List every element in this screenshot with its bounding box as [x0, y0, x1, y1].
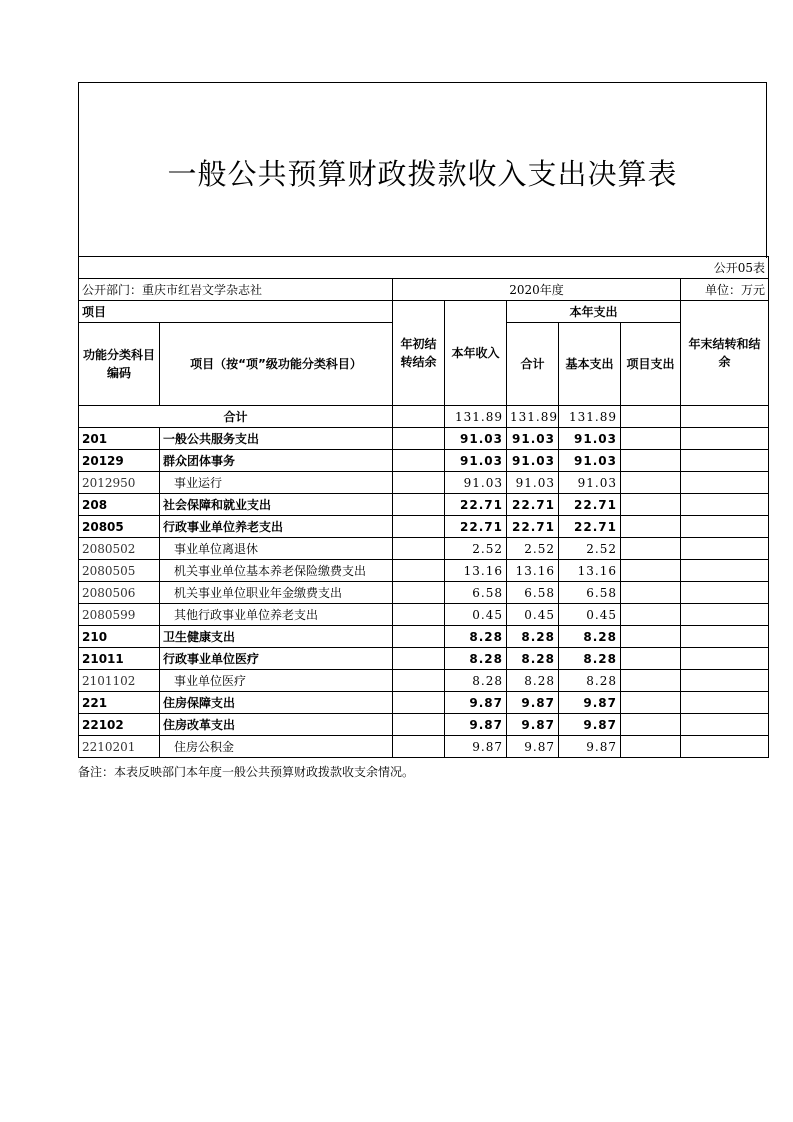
header-code: 功能分类科目编码	[79, 323, 160, 406]
row-begin	[393, 692, 445, 714]
row-income: 9.87	[445, 692, 507, 714]
table-row	[79, 560, 769, 582]
row-begin	[393, 670, 445, 692]
total-begin	[393, 406, 445, 428]
row-income: 8.28	[445, 670, 507, 692]
meta-row	[79, 279, 769, 301]
row-income: 22.71	[445, 516, 507, 538]
row-project	[621, 516, 681, 538]
row-total: 8.28	[507, 626, 559, 648]
row-code: 221	[79, 692, 160, 714]
row-project	[621, 648, 681, 670]
row-begin	[393, 494, 445, 516]
table-row	[79, 472, 769, 494]
row-name: 住房保障支出	[160, 692, 393, 714]
row-name: 卫生健康支出	[160, 626, 393, 648]
row-income: 91.03	[445, 472, 507, 494]
row-basic: 13.16	[559, 560, 621, 582]
table-row	[79, 648, 769, 670]
row-project	[621, 428, 681, 450]
row-code: 2210201	[79, 736, 160, 758]
row-begin	[393, 648, 445, 670]
row-end	[681, 516, 769, 538]
table-row	[79, 582, 769, 604]
row-income: 9.87	[445, 736, 507, 758]
row-code: 2080506	[79, 582, 160, 604]
department-label: 公开部门：重庆市红岩文学杂志社	[79, 279, 393, 301]
table-row	[79, 538, 769, 560]
row-name: 住房改革支出	[160, 714, 393, 736]
row-end	[681, 450, 769, 472]
row-end	[681, 670, 769, 692]
row-end	[681, 472, 769, 494]
table-row	[79, 494, 769, 516]
row-begin	[393, 450, 445, 472]
total-row	[79, 406, 769, 428]
row-begin	[393, 714, 445, 736]
row-name: 群众团体事务	[160, 450, 393, 472]
row-basic: 9.87	[559, 714, 621, 736]
row-begin	[393, 604, 445, 626]
total-label: 合计	[79, 406, 393, 428]
header-income: 本年收入	[445, 301, 507, 406]
row-project	[621, 670, 681, 692]
row-basic: 91.03	[559, 472, 621, 494]
row-end	[681, 604, 769, 626]
row-total: 91.03	[507, 472, 559, 494]
header-project: 项目支出	[621, 323, 681, 406]
row-end	[681, 692, 769, 714]
row-project	[621, 736, 681, 758]
row-total: 8.28	[507, 670, 559, 692]
row-end	[681, 714, 769, 736]
row-name: 行政事业单位医疗	[160, 648, 393, 670]
row-project	[621, 472, 681, 494]
row-code: 2080599	[79, 604, 160, 626]
row-code: 208	[79, 494, 160, 516]
row-basic: 8.28	[559, 670, 621, 692]
row-income: 91.03	[445, 450, 507, 472]
row-basic: 2.52	[559, 538, 621, 560]
row-code: 201	[79, 428, 160, 450]
row-income: 8.28	[445, 626, 507, 648]
row-total: 6.58	[507, 582, 559, 604]
table-row	[79, 714, 769, 736]
table-row	[79, 604, 769, 626]
row-total: 9.87	[507, 736, 559, 758]
row-total: 22.71	[507, 494, 559, 516]
row-basic: 22.71	[559, 494, 621, 516]
row-project	[621, 714, 681, 736]
row-total: 0.45	[507, 604, 559, 626]
budget-table	[78, 256, 769, 758]
row-end	[681, 736, 769, 758]
header-expense-group: 本年支出	[507, 301, 681, 323]
row-name: 社会保障和就业支出	[160, 494, 393, 516]
row-code: 2080505	[79, 560, 160, 582]
total-end	[681, 406, 769, 428]
table-row	[79, 736, 769, 758]
header-basic: 基本支出	[559, 323, 621, 406]
row-income: 91.03	[445, 428, 507, 450]
header-end-balance: 年末结转和结余	[681, 301, 769, 406]
table-row	[79, 670, 769, 692]
header-item: 项目	[79, 301, 393, 323]
row-project	[621, 450, 681, 472]
row-begin	[393, 472, 445, 494]
row-income: 9.87	[445, 714, 507, 736]
row-total: 91.03	[507, 428, 559, 450]
table-row	[79, 516, 769, 538]
row-code: 210	[79, 626, 160, 648]
row-begin	[393, 736, 445, 758]
header-begin-balance: 年初结转结余	[393, 301, 445, 406]
row-project	[621, 626, 681, 648]
row-total: 91.03	[507, 450, 559, 472]
row-income: 6.58	[445, 582, 507, 604]
header-total: 合计	[507, 323, 559, 406]
row-income: 2.52	[445, 538, 507, 560]
form-number-row	[79, 257, 769, 279]
row-total: 2.52	[507, 538, 559, 560]
row-begin	[393, 626, 445, 648]
row-name: 机关事业单位基本养老保险缴费支出	[160, 560, 393, 582]
table-row	[79, 626, 769, 648]
form-number: 公开05表	[79, 257, 769, 279]
table-row	[79, 428, 769, 450]
table-row	[79, 450, 769, 472]
total-expense: 131.89	[507, 406, 559, 428]
row-project	[621, 494, 681, 516]
row-basic: 6.58	[559, 582, 621, 604]
row-name: 事业运行	[160, 472, 393, 494]
year-label: 2020年度	[393, 279, 681, 301]
header-row-1	[79, 301, 769, 323]
row-begin	[393, 516, 445, 538]
total-income: 131.89	[445, 406, 507, 428]
row-name: 住房公积金	[160, 736, 393, 758]
row-income: 0.45	[445, 604, 507, 626]
row-project	[621, 560, 681, 582]
row-begin	[393, 582, 445, 604]
row-basic: 0.45	[559, 604, 621, 626]
row-basic: 91.03	[559, 428, 621, 450]
row-end	[681, 538, 769, 560]
unit-label: 单位：万元	[681, 279, 769, 301]
row-basic: 9.87	[559, 736, 621, 758]
row-end	[681, 582, 769, 604]
row-project	[621, 692, 681, 714]
row-basic: 9.87	[559, 692, 621, 714]
row-end	[681, 626, 769, 648]
row-basic: 8.28	[559, 648, 621, 670]
row-name: 一般公共服务支出	[160, 428, 393, 450]
table-row	[79, 692, 769, 714]
row-total: 22.71	[507, 516, 559, 538]
row-code: 22102	[79, 714, 160, 736]
row-code: 2080502	[79, 538, 160, 560]
row-project	[621, 538, 681, 560]
row-name: 事业单位医疗	[160, 670, 393, 692]
row-name: 行政事业单位养老支出	[160, 516, 393, 538]
total-project	[621, 406, 681, 428]
row-project	[621, 604, 681, 626]
row-end	[681, 560, 769, 582]
header-name: 项目（按“项”级功能分类科目）	[160, 323, 393, 406]
row-income: 8.28	[445, 648, 507, 670]
row-end	[681, 428, 769, 450]
row-code: 21011	[79, 648, 160, 670]
row-begin	[393, 538, 445, 560]
row-basic: 22.71	[559, 516, 621, 538]
row-basic: 91.03	[559, 450, 621, 472]
row-begin	[393, 428, 445, 450]
row-total: 9.87	[507, 692, 559, 714]
row-total: 8.28	[507, 648, 559, 670]
row-end	[681, 648, 769, 670]
row-project	[621, 582, 681, 604]
row-code: 20805	[79, 516, 160, 538]
row-begin	[393, 560, 445, 582]
row-code: 2012950	[79, 472, 160, 494]
total-basic: 131.89	[559, 406, 621, 428]
footnote: 备注：本表反映部门本年度一般公共预算财政拨款收支余情况。	[78, 765, 415, 779]
row-name: 机关事业单位职业年金缴费支出	[160, 582, 393, 604]
row-total: 13.16	[507, 560, 559, 582]
row-income: 22.71	[445, 494, 507, 516]
row-name: 事业单位离退休	[160, 538, 393, 560]
row-name: 其他行政事业单位养老支出	[160, 604, 393, 626]
row-basic: 8.28	[559, 626, 621, 648]
row-code: 20129	[79, 450, 160, 472]
row-code: 2101102	[79, 670, 160, 692]
row-income: 13.16	[445, 560, 507, 582]
row-end	[681, 494, 769, 516]
row-total: 9.87	[507, 714, 559, 736]
page-title: 一般公共预算财政拨款收入支出决算表	[167, 157, 678, 191]
